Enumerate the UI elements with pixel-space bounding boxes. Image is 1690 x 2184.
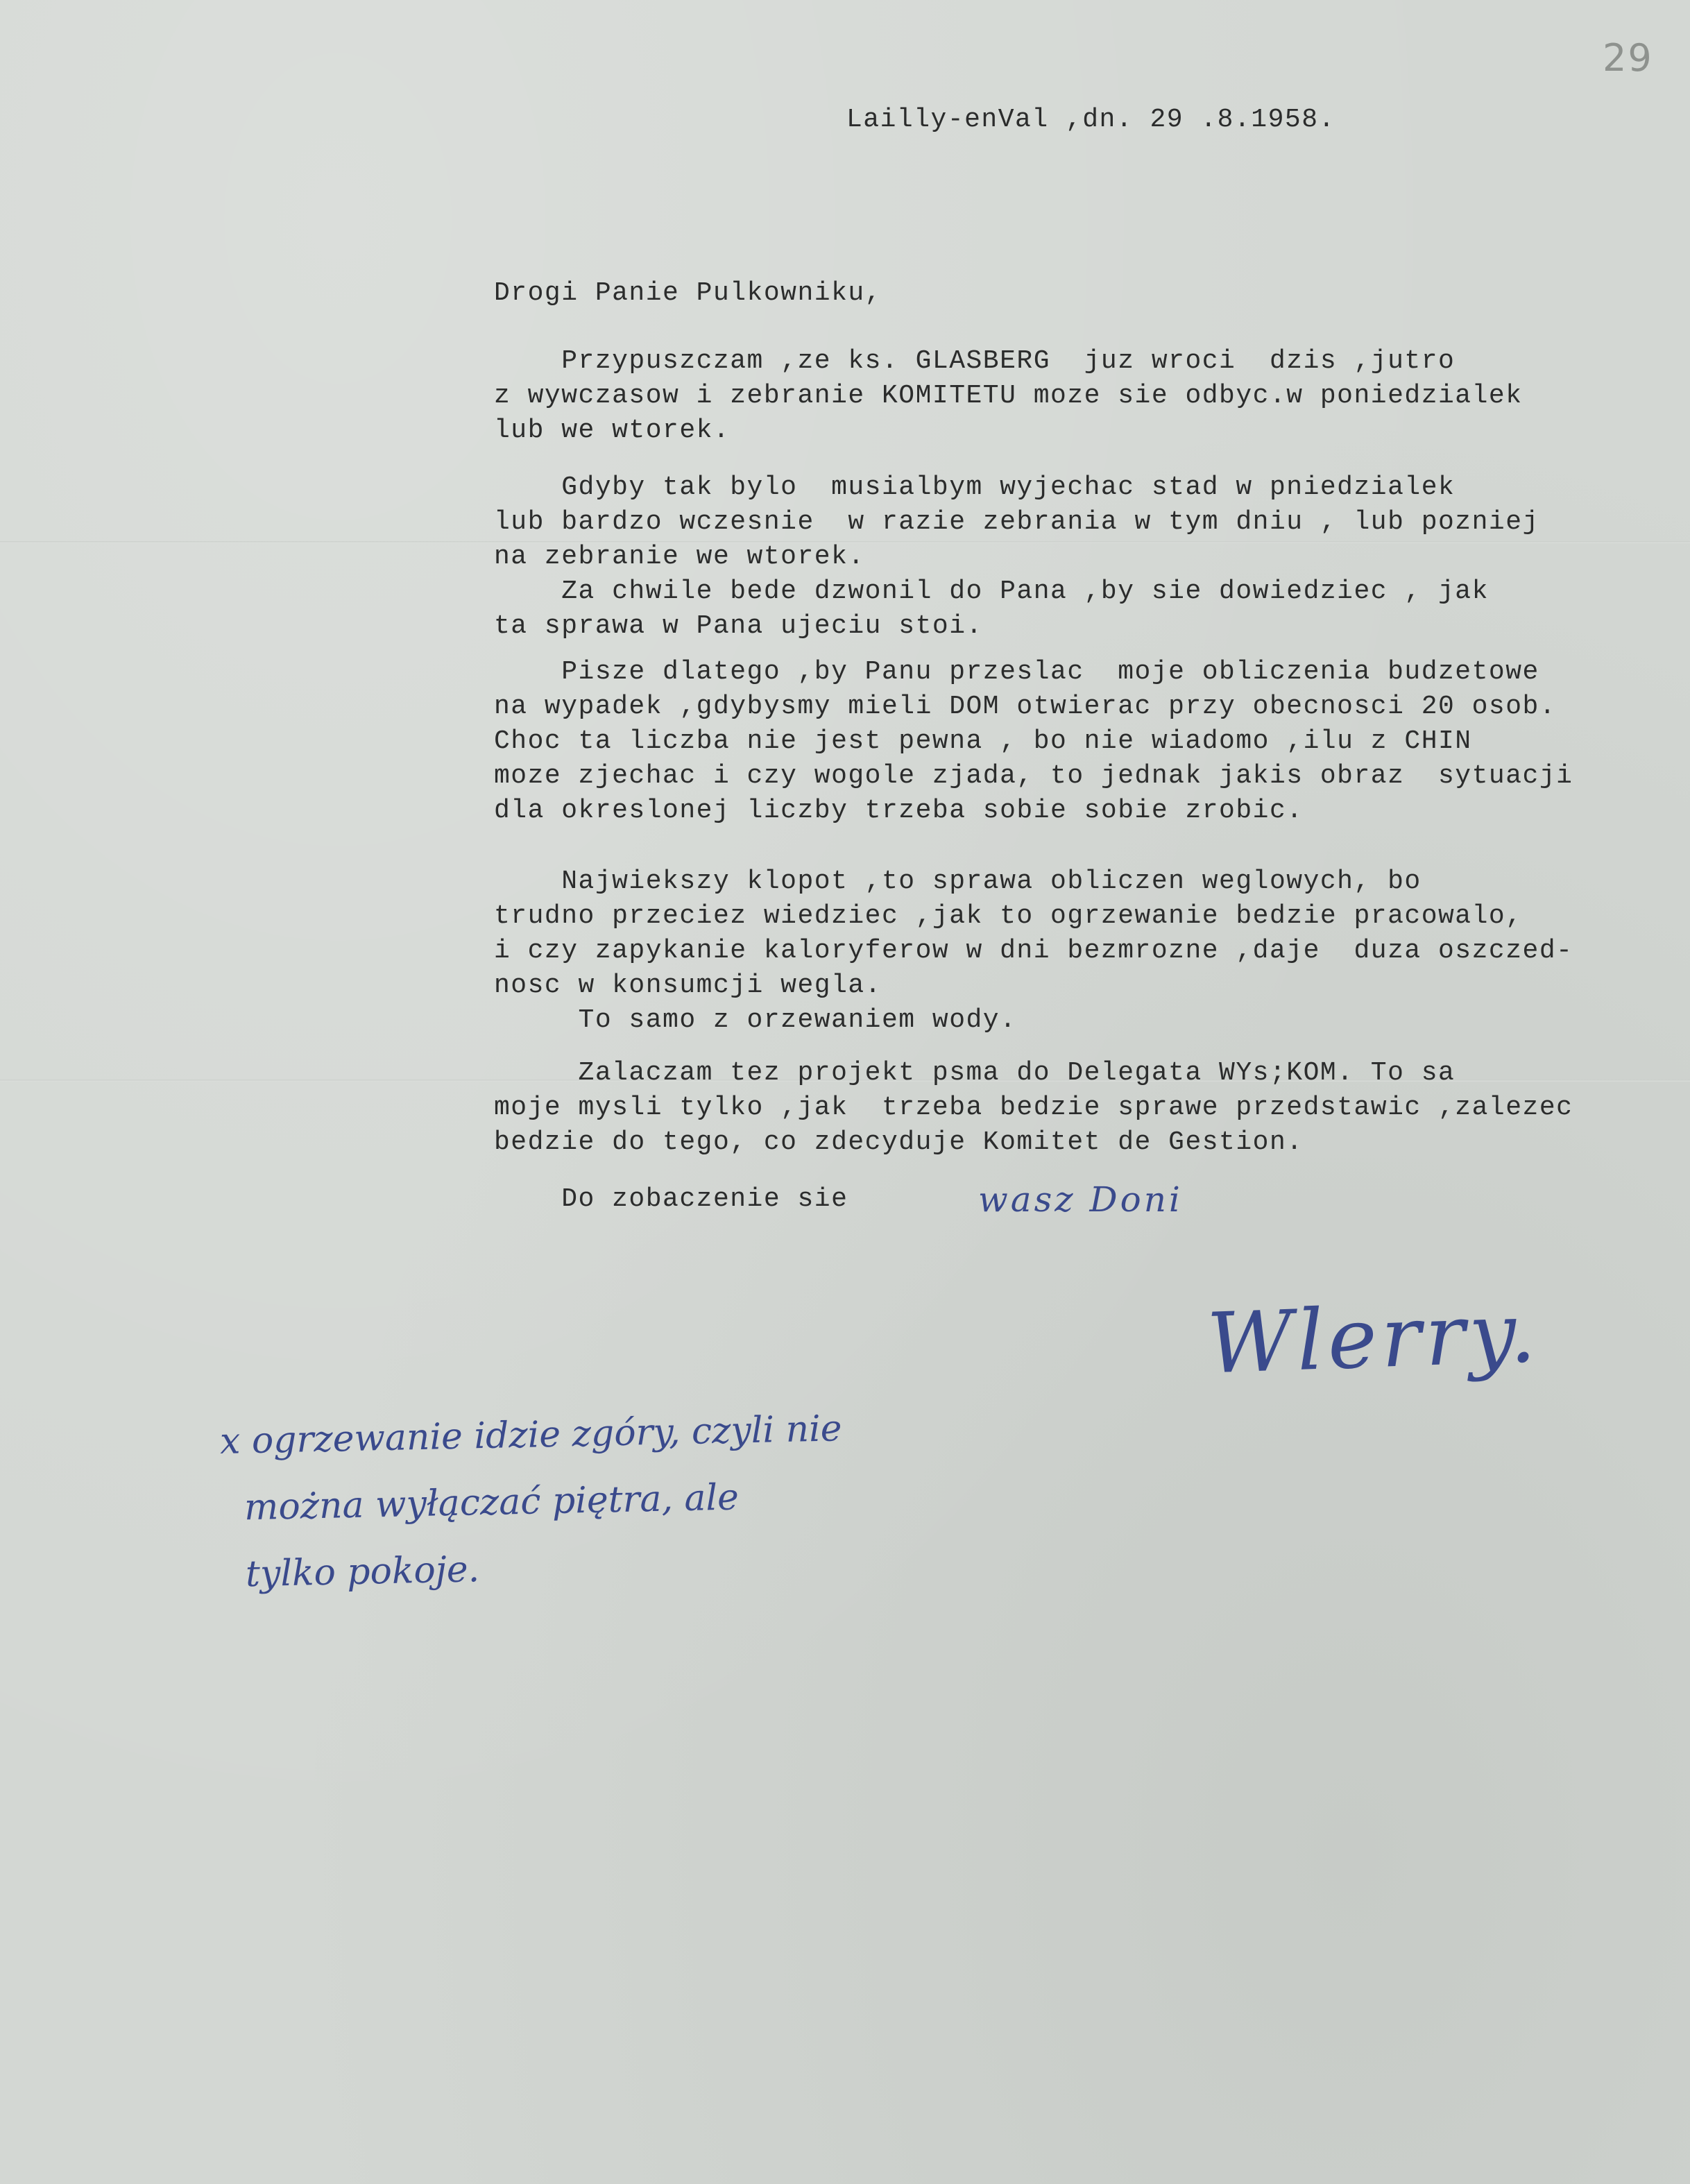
handwritten-note: x ogrzewanie idzie zgóry, czyli nie można wyłączać piętra, ale tylko pokoje. <box>219 1408 843 1596</box>
paragraph: Zalaczam tez projekt psma do Delegata WYs;KOM. To sa moje mysli tylko ,jak trzeba bedzie sprawe przedstawic ,zalezec bedzie do tego, co zdecyduje Komitet de Gestion. <box>494 1058 1573 1157</box>
handwritten-closing: wasz Doni <box>978 1179 1183 1220</box>
paragraph: Najwiekszy klopot ,to sprawa obliczen weglowych, bo trudno przeciez wiedziec ,jak to ogrzewanie bedzie pracowalo, i czy zapykanie kaloryferow w dni bezmrozne ,daje duza oszczed- nosc w konsumcji wegla. To samo z orzewaniem wody. <box>494 867 1573 1035</box>
page-number: 29 <box>1603 36 1653 80</box>
salutation: Drogi Panie Pulkowniku, <box>494 278 882 308</box>
date-line: Lailly-enVal ,dn. 29 .8.1958. <box>846 105 1335 135</box>
paragraph: Przypuszczam ,ze ks. GLASBERG juz wroci dzis ,jutro z wywczasow i zebranie KOMITETU moze sie odbyc.w poniedzialek lub we wtorek. <box>494 346 1523 445</box>
closing-line: Do zobaczenie sie <box>494 1184 848 1214</box>
paragraph: Pisze dlatego ,by Panu przeslac moje obliczenia budzetowe na wypadek ,gdybysmy mieli DOM otwierac przy obecnosci 20 osob. Choc ta liczba nie jest pewna , bo nie wiadomo ,ilu z CHIN moze zjechac i czy wogole zjada, to jednak jakis obraz sytuacji dla okreslonej liczby trzeba sobie sobie zrobic. <box>494 657 1573 826</box>
paragraph: Gdyby tak bylo musialbym wyjechac stad w pniedzialek lub bardzo wczesnie w razie zebrania w tym dniu , lub pozniej na zebranie we wtorek. Za chwile bede dzwonil do Pana ,by sie dowiedziec , jak ta sprawa w Pana ujeciu stoi. <box>494 472 1539 641</box>
signature: Wlerry. <box>1205 1284 1542 1393</box>
